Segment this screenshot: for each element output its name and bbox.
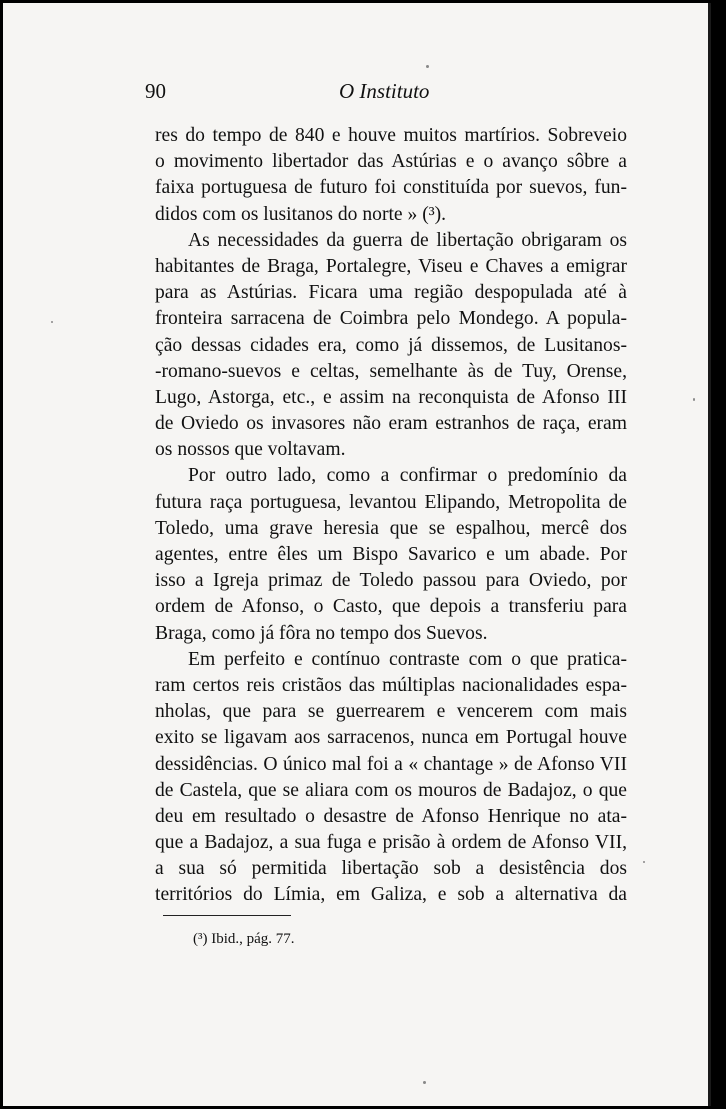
- text-line: Toledo, uma grave heresia que se espalhou, mercê dos: [155, 517, 627, 539]
- text-line: de Castela, que se aliara com os mouros de Badajoz, o que: [155, 779, 627, 801]
- text-line: de Oviedo os invasores não eram estranhos de raça, eram: [155, 413, 627, 435]
- text-line: faixa portuguesa de futuro foi constituída por suevos, fun-: [155, 177, 627, 199]
- text-line: habitantes de Braga, Portalegre, Viseu e Chaves a emigrar: [155, 255, 627, 277]
- footnote-divider: [163, 915, 291, 916]
- paragraph-first-line: Por outro lado, como a confirmar o predomínio da: [188, 465, 627, 487]
- text-line: a sua só permitida libertação sob a desistência dos: [155, 858, 627, 880]
- text-line: nholas, que para se guerrearem e vencerem com mais: [155, 701, 627, 723]
- book-page: [3, 3, 711, 1106]
- body-text: [155, 123, 627, 909]
- running-title: O Instituto: [339, 79, 430, 103]
- text-line: futura raça portuguesa, levantou Elipando, Metropolita de: [155, 491, 627, 513]
- paper-speck: [51, 321, 53, 323]
- text-line: o movimento libertador das Astúrias e o avanço sôbre a: [155, 151, 627, 173]
- page-header: [3, 79, 708, 105]
- text-line: agentes, entre êles um Bispo Savarico e um abade. Por: [155, 544, 627, 565]
- text-line: -romano-suevos e celtas, semelhante às de Tuy, Orense,: [155, 360, 627, 382]
- text-line: deu em resultado o desastre de Afonso Henrique no ata-: [155, 805, 627, 827]
- page-number: 90: [145, 79, 166, 103]
- footnote: (³) Ibid., pág. 77.: [193, 931, 295, 947]
- text-line: ção dessas cidades era, como já dissemos, de Lusitanos-: [155, 334, 627, 356]
- paper-speck: [423, 1081, 426, 1084]
- text-line: didos com os lusitanos do norte » (³).: [155, 203, 447, 225]
- paragraph-first-line: As necessidades da guerra de libertação obrigaram os: [188, 229, 627, 251]
- text-line: res do tempo de 840 e houve muitos martírios. Sobreveio: [155, 125, 627, 146]
- text-line: fronteira sarracena de Coimbra pelo Mondego. A popula-: [155, 308, 627, 330]
- paper-speck: [426, 65, 429, 68]
- text-line: os nossos que voltavam.: [155, 439, 346, 461]
- text-line: Braga, como já fôra no tempo dos Suevos.: [155, 622, 488, 644]
- text-line: ordem de Afonso, o Casto, que depois a transferiu para: [155, 596, 627, 618]
- text-line: Lugo, Astorga, etc., e assim na reconquista de Afonso III: [155, 386, 627, 408]
- text-line: isso a Igreja primaz de Toledo passou para Oviedo, por: [155, 570, 627, 592]
- text-line: exito se ligavam aos sarracenos, nunca em Portugal houve: [155, 727, 627, 749]
- text-line: que a Badajoz, a sua fuga e prisão à ordem de Afonso VII,: [155, 832, 627, 854]
- text-line: ram certos reis cristãos das múltiplas nacionalidades espa-: [155, 674, 627, 696]
- paper-speck: [643, 861, 645, 863]
- text-line: dessidências. O único mal foi a « chantage » de Afonso VII: [155, 753, 627, 775]
- paper-speck: [693, 398, 695, 401]
- text-line: para as Astúrias. Ficara uma região despopulada até à: [155, 282, 627, 304]
- text-line: territórios do Límia, em Galiza, e sob a alternativa da: [155, 884, 627, 906]
- paragraph-first-line: Em perfeito e contínuo contraste com o que pratica-: [188, 648, 627, 670]
